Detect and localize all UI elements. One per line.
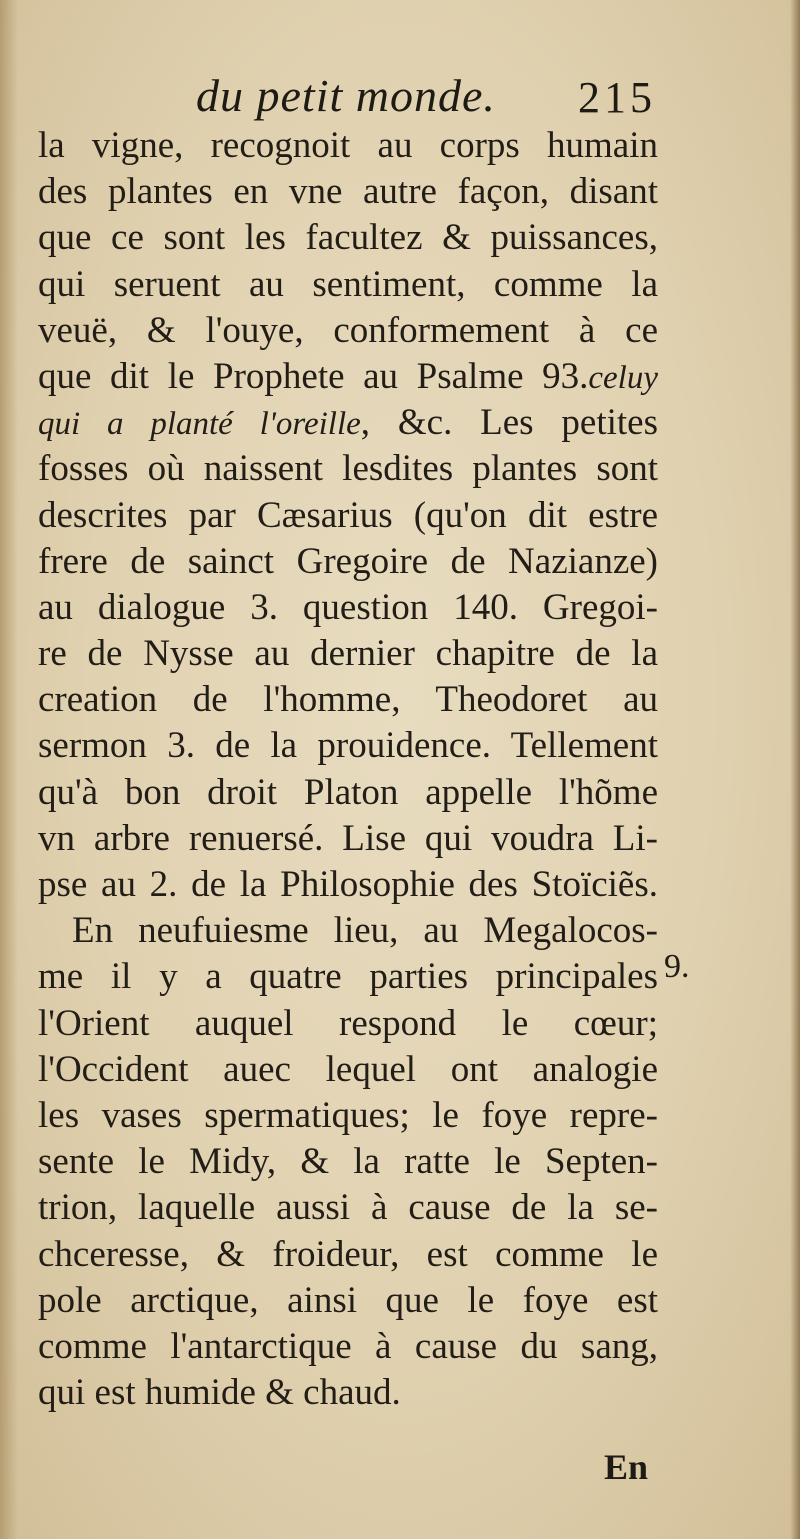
page-header xyxy=(0,66,800,126)
catchword: En xyxy=(604,1447,649,1487)
text-line: les vases spermatiques; le foye repre- xyxy=(38,1094,658,1136)
text-segment: que dit le Prophete au Psalme 93. xyxy=(38,355,589,397)
text-line: qui seruent au sentiment, comme la xyxy=(38,263,658,305)
text-line: au dialogue 3. question 140. Gregoi- xyxy=(38,586,658,628)
text-line: chceresse, & froideur, est comme le xyxy=(38,1233,658,1275)
text-line: creation de l'homme, Theodoret au xyxy=(38,679,658,721)
italic-segment: qui a planté l'oreille xyxy=(38,406,361,443)
text-line: trion, laquelle aussi à cause de la se- xyxy=(38,1187,658,1229)
text-line: descrites par Cæsarius (qu'on dit estre xyxy=(38,494,658,536)
text-segment: , &c. Les petites xyxy=(360,402,658,444)
text-line: l'Orient auquel respond le cœur; xyxy=(38,1002,658,1044)
body-text xyxy=(38,123,658,1416)
text-line: pse au 2. de la Philosophie des Stoïciẽs. xyxy=(38,864,658,905)
text-line: frere de sainct Gregoire de Nazianze) xyxy=(38,540,658,582)
text-line: comme l'antarctique à cause du sang, xyxy=(38,1325,658,1367)
text-line: que ce sont les facultez & puissances, xyxy=(38,217,658,259)
text-line xyxy=(38,354,658,400)
page-number: 215 xyxy=(578,73,656,122)
text-line: la vigne, recognoit au corps humain xyxy=(38,125,658,166)
text-line: me il y a quatre parties principales xyxy=(38,956,658,998)
text-line: qui est humide & chaud. xyxy=(38,1372,401,1414)
text-line: re de Nysse au dernier chapitre de la xyxy=(38,633,658,675)
text-line: des plantes en vne autre façon, disant xyxy=(38,171,658,213)
text-line: sente le Midy, & la ratte le Septen- xyxy=(38,1141,658,1183)
text-line: l'Occident auec lequel ont analogie xyxy=(38,1048,658,1090)
text-line: En neufuiesme lieu, au Megalocos- xyxy=(72,910,658,952)
text-line: fosses où naissent lesdites plantes sont xyxy=(38,448,658,490)
running-title: du petit monde. xyxy=(196,70,496,121)
text-line xyxy=(38,400,658,446)
italic-segment: celuy xyxy=(588,359,658,396)
text-line: vn arbre renuersé. Lise qui voudra Li- xyxy=(38,817,658,859)
text-line: veuë, & l'ouye, conformement à ce xyxy=(38,309,658,351)
text-line: qu'à bon droit Platon appelle l'hõme xyxy=(38,771,658,813)
text-line: pole arctique, ainsi que le foye est xyxy=(38,1279,658,1321)
text-line: sermon 3. de la prouidence. Tellement xyxy=(38,725,658,767)
margin-note: 9. xyxy=(664,948,690,985)
